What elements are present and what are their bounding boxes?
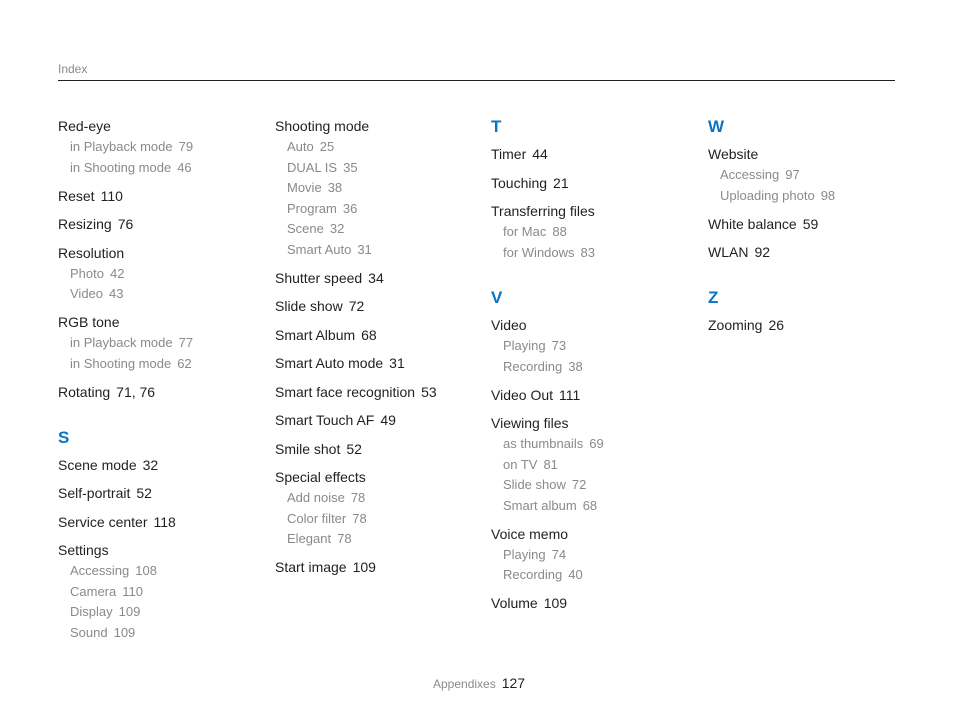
index-subentry[interactable] <box>275 137 480 158</box>
index-subentry[interactable] <box>491 357 696 378</box>
index-term-label: Voice memo <box>491 525 569 542</box>
footer-section-label: Appendixes <box>433 677 496 691</box>
index-term-label: Settings <box>58 542 109 558</box>
index-subentry-label: Elegant <box>287 531 332 546</box>
index-page-ref[interactable]: 31 <box>389 355 405 371</box>
index-page-ref[interactable]: 78 <box>350 490 366 505</box>
index-subentry[interactable] <box>275 178 480 199</box>
index-subentry-label: in Shooting mode <box>70 159 172 175</box>
index-subentry-label: Playing <box>503 338 546 353</box>
index-subentry[interactable] <box>58 623 263 644</box>
index-term[interactable] <box>58 312 263 333</box>
index-page-ref[interactable]: 38 <box>568 358 583 374</box>
index-page-ref[interactable]: 32 <box>142 456 159 473</box>
index-entry <box>58 455 263 476</box>
index-subentry-label: Uploading photo <box>720 187 815 203</box>
index-subentry[interactable] <box>491 496 696 517</box>
index-entry <box>491 385 696 406</box>
index-term[interactable] <box>58 243 263 264</box>
index-subentry[interactable] <box>275 529 480 550</box>
index-entry <box>708 144 913 206</box>
index-term-label: Shutter speed <box>275 269 363 286</box>
index-term-label: Service center <box>58 513 148 530</box>
index-term[interactable] <box>491 413 696 434</box>
index-subentry-label: in Playback mode <box>70 139 173 154</box>
index-term-label: Smart Touch AF <box>275 412 375 428</box>
index-term-label: White balance <box>708 215 797 232</box>
index-term-label: Self-portrait <box>58 485 131 501</box>
index-subentry[interactable] <box>58 354 263 375</box>
index-page-ref[interactable]: 43 <box>109 286 124 301</box>
index-subentry-label: Playing <box>503 546 546 562</box>
index-subentry-label: Display <box>70 604 113 619</box>
index-entry <box>491 593 696 614</box>
index-term-label: Video Out <box>491 386 554 403</box>
index-page-ref[interactable]: 25 <box>319 139 335 154</box>
index-term[interactable] <box>275 410 480 431</box>
index-page-ref[interactable]: 110 <box>100 187 123 204</box>
index-page-ref[interactable]: 81 <box>543 456 558 472</box>
index-term[interactable] <box>491 593 696 614</box>
index-subentry-label: Smart Auto <box>287 241 352 257</box>
index-page-ref[interactable]: 76 <box>117 216 134 232</box>
index-term-label: Website <box>708 146 759 162</box>
index-page-ref[interactable]: 71, 76 <box>116 383 156 400</box>
index-entry <box>491 524 696 586</box>
index-entry <box>491 173 696 194</box>
page-number: 127 <box>501 675 526 691</box>
index-subentry-label: Sound <box>70 624 108 640</box>
index-subentry-label: in Shooting mode <box>70 355 172 371</box>
index-term[interactable] <box>708 242 913 263</box>
index-term[interactable] <box>275 439 480 460</box>
index-subentry-label: for Mac <box>503 224 547 239</box>
index-subentry-label: Recording <box>503 358 563 374</box>
index-page-ref[interactable]: 69 <box>589 436 604 451</box>
index-term-label: Resolution <box>58 244 125 261</box>
index-subentry[interactable] <box>275 509 480 530</box>
index-page-ref[interactable]: 74 <box>551 546 567 562</box>
index-subentry[interactable] <box>491 222 696 243</box>
index-entry <box>275 325 480 346</box>
page-header-label: Index <box>58 62 88 76</box>
index-subentry-label: DUAL IS <box>287 159 338 175</box>
index-page-ref[interactable]: 83 <box>580 244 595 260</box>
index-page-ref[interactable]: 68 <box>582 497 598 513</box>
index-term-label: Start image <box>275 559 347 575</box>
index-term[interactable] <box>491 315 696 336</box>
index-term-label: Red-eye <box>58 118 111 134</box>
index-term[interactable] <box>708 315 913 336</box>
index-column-1 <box>58 116 263 651</box>
index-subentry-label: as thumbnails <box>503 436 584 451</box>
index-subentry[interactable] <box>58 602 263 623</box>
index-page-ref[interactable]: 40 <box>568 567 583 582</box>
index-term[interactable] <box>58 540 263 561</box>
index-page-ref[interactable]: 92 <box>754 244 771 260</box>
index-term[interactable] <box>58 382 263 403</box>
index-subentry-label: Accessing <box>720 167 780 182</box>
index-subentry-label: Camera <box>70 583 117 599</box>
index-entry <box>275 382 480 403</box>
index-term[interactable] <box>491 201 696 222</box>
index-term-label: Transferring files <box>491 203 595 219</box>
index-term-label: Viewing files <box>491 415 569 431</box>
index-term-label: Smart Album <box>275 326 356 343</box>
index-letter-heading: Z <box>708 288 719 307</box>
index-page-ref[interactable]: 79 <box>178 139 194 154</box>
index-term[interactable] <box>491 173 696 194</box>
index-page-ref[interactable]: 77 <box>178 335 194 350</box>
index-subentry[interactable] <box>491 243 696 264</box>
index-column-3 <box>491 116 696 622</box>
index-page-ref[interactable]: 108 <box>135 563 157 578</box>
index-entry <box>58 312 263 374</box>
index-subentry-label: Smart album <box>503 497 577 513</box>
index-page-ref[interactable]: 21 <box>553 174 569 191</box>
index-page-ref[interactable]: 26 <box>768 317 785 333</box>
index-entry <box>275 268 480 289</box>
index-term-label: Zooming <box>708 317 763 333</box>
index-term-label: Shooting mode <box>275 118 370 134</box>
index-entry <box>708 315 913 336</box>
index-page-ref[interactable]: 49 <box>380 412 396 428</box>
index-term[interactable] <box>275 382 480 403</box>
index-entry <box>275 353 480 374</box>
index-subentry[interactable] <box>491 455 696 476</box>
index-term[interactable] <box>58 483 263 504</box>
index-entry <box>275 467 480 550</box>
index-page-ref[interactable]: 34 <box>368 269 384 286</box>
index-entry <box>708 242 913 263</box>
index-subentry[interactable] <box>491 336 696 357</box>
index-page-ref[interactable]: 38 <box>327 180 343 195</box>
index-subentry-label: Scene <box>287 221 324 236</box>
index-page-ref[interactable]: 42 <box>109 265 125 281</box>
index-entry <box>58 243 263 305</box>
index-entry <box>275 296 480 317</box>
index-page-ref[interactable]: 68 <box>361 326 377 343</box>
index-page-ref[interactable]: 109 <box>113 624 136 640</box>
index-page-ref[interactable]: 78 <box>352 510 367 526</box>
index-term[interactable] <box>58 116 263 137</box>
index-term[interactable] <box>275 557 480 578</box>
index-subentry-label: Accessing <box>70 563 130 578</box>
index-entry <box>275 557 480 578</box>
index-page-ref[interactable]: 72 <box>348 298 365 314</box>
index-term[interactable] <box>275 353 480 374</box>
index-entry <box>491 315 696 377</box>
index-letter-heading: S <box>58 427 70 447</box>
index-term[interactable] <box>58 214 263 235</box>
index-page-ref[interactable]: 109 <box>118 604 141 619</box>
index-page-ref[interactable]: 110 <box>122 583 143 599</box>
index-page-ref[interactable]: 35 <box>343 159 358 175</box>
index-term-label: Smart Auto mode <box>275 355 384 371</box>
index-subentry-label: Recording <box>503 567 563 582</box>
index-subentry[interactable] <box>58 264 263 285</box>
index-term-label: Video <box>491 317 527 333</box>
index-page-ref[interactable]: 32 <box>329 221 345 236</box>
index-subentry-label: Add noise <box>287 490 345 505</box>
index-term-label: Reset <box>58 187 95 204</box>
index-term-label: Scene mode <box>58 456 137 473</box>
index-term-label: Special effects <box>275 469 366 485</box>
index-page-ref[interactable]: 52 <box>136 485 152 501</box>
index-term[interactable] <box>491 144 696 165</box>
index-entry <box>58 540 263 643</box>
index-subentry[interactable] <box>708 186 913 207</box>
index-term-label: Timer <box>491 146 527 162</box>
index-entry <box>491 201 696 263</box>
index-subentry-label: Movie <box>287 180 322 195</box>
index-subentry-label: Video <box>70 286 104 301</box>
index-letter-heading: V <box>491 288 503 307</box>
index-subentry-label: Photo <box>70 265 104 281</box>
index-entry <box>58 186 263 207</box>
index-page-ref[interactable]: 78 <box>337 531 352 546</box>
index-subentry[interactable] <box>58 284 263 305</box>
index-entry <box>491 144 696 165</box>
index-term-label: Smart face recognition <box>275 383 416 400</box>
header-divider <box>58 80 895 81</box>
index-page-ref[interactable]: 59 <box>802 215 819 232</box>
index-subentry[interactable] <box>58 137 263 158</box>
index-subentry[interactable] <box>491 475 696 496</box>
index-term-label: Smile shot <box>275 440 341 457</box>
index-term[interactable] <box>275 116 480 137</box>
index-entry <box>708 214 913 235</box>
index-page-ref[interactable]: 36 <box>342 200 358 216</box>
index-subentry-label: Program <box>287 200 337 216</box>
index-entry <box>275 410 480 431</box>
index-page-ref[interactable]: 97 <box>785 167 800 182</box>
index-subentry[interactable] <box>275 158 480 179</box>
index-term-label: WLAN <box>708 244 749 260</box>
index-entry <box>58 512 263 533</box>
index-term[interactable] <box>58 455 263 476</box>
index-term[interactable] <box>275 325 480 346</box>
index-subentry[interactable] <box>708 165 913 186</box>
index-term[interactable] <box>491 385 696 406</box>
index-page-ref[interactable]: 31 <box>357 241 372 257</box>
index-page-ref[interactable]: 72 <box>571 477 587 492</box>
index-subentry-label: Color filter <box>287 510 347 526</box>
index-subentry[interactable] <box>491 434 696 455</box>
index-subentry[interactable] <box>491 565 696 586</box>
index-page-ref[interactable]: 88 <box>552 224 567 239</box>
index-entry <box>58 214 263 235</box>
index-term-label: Slide show <box>275 298 343 314</box>
index-letter-heading: T <box>491 117 502 136</box>
index-page-ref[interactable]: 62 <box>177 355 192 371</box>
index-term[interactable] <box>58 512 263 533</box>
index-subentry[interactable] <box>275 488 480 509</box>
index-subentry-label: Slide show <box>503 477 566 492</box>
index-entry <box>58 483 263 504</box>
index-term-label: RGB tone <box>58 314 120 330</box>
index-term[interactable] <box>491 524 696 545</box>
index-term-label: Rotating <box>58 383 111 400</box>
index-page-ref[interactable]: 111 <box>559 386 581 403</box>
index-entry <box>58 382 263 403</box>
index-subentry[interactable] <box>491 545 696 566</box>
index-term[interactable] <box>275 268 480 289</box>
index-page-ref[interactable]: 46 <box>177 159 192 175</box>
index-term[interactable] <box>708 214 913 235</box>
index-subentry[interactable] <box>275 240 480 261</box>
index-page-ref[interactable]: 118 <box>153 513 176 530</box>
index-column-4 <box>708 116 913 344</box>
index-entry <box>491 413 696 516</box>
index-page-ref[interactable]: 109 <box>352 559 376 575</box>
index-term[interactable] <box>708 144 913 165</box>
index-page-ref[interactable]: 52 <box>346 440 362 457</box>
index-entry <box>275 116 480 260</box>
index-term[interactable] <box>275 296 480 317</box>
index-term-label: Resizing <box>58 216 112 232</box>
index-column-2 <box>275 116 480 586</box>
index-subentry[interactable] <box>58 158 263 179</box>
index-term[interactable] <box>275 467 480 488</box>
index-subentry-label: Auto <box>287 139 314 154</box>
index-letter-heading: W <box>708 117 725 136</box>
index-page-ref[interactable]: 109 <box>543 595 568 611</box>
index-subentry[interactable] <box>58 333 263 354</box>
index-term[interactable] <box>58 186 263 207</box>
index-subentry-label: on TV <box>503 456 538 472</box>
index-entry <box>275 439 480 460</box>
index-subentry[interactable] <box>58 561 263 582</box>
index-subentry[interactable] <box>58 582 263 603</box>
index-subentry-label: in Playback mode <box>70 335 173 350</box>
index-subentry[interactable] <box>275 199 480 220</box>
page-footer <box>433 675 525 693</box>
index-term-label: Touching <box>491 174 548 191</box>
index-page-ref[interactable]: 73 <box>551 338 567 353</box>
index-entry <box>58 116 263 178</box>
index-page-ref[interactable]: 53 <box>421 383 437 400</box>
index-page-ref[interactable]: 44 <box>532 146 548 162</box>
index-subentry[interactable] <box>275 219 480 240</box>
index-subentry-label: for Windows <box>503 244 575 260</box>
index-page-ref[interactable]: 98 <box>820 187 836 203</box>
index-term-label: Volume <box>491 595 538 611</box>
